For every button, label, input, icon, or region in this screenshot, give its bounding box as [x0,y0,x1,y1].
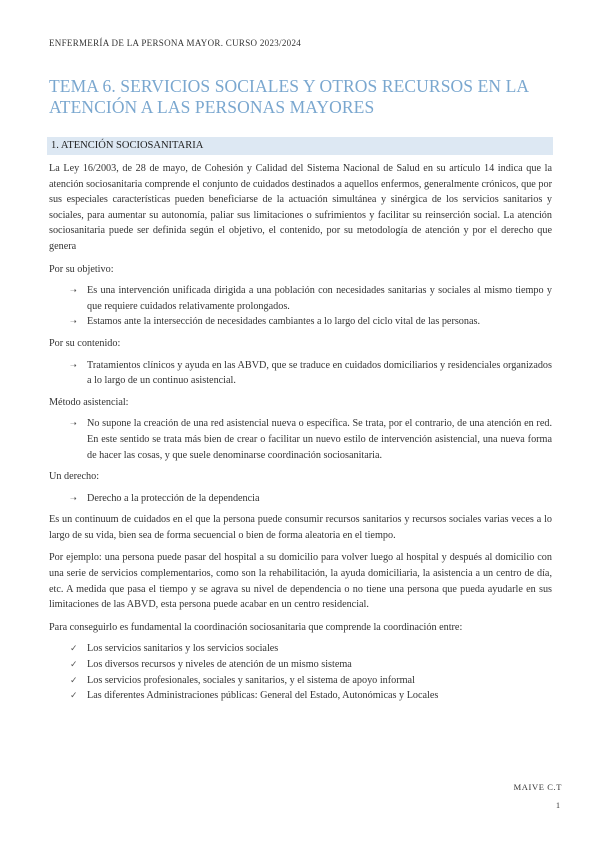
list-item-text: Los servicios sanitarios y los servicios sociales [87,643,279,655]
list-item [49,688,552,704]
derecho-list [49,491,552,507]
list-item-text: Estamos ante la intersección de necesidades cambiantes a lo largo del ciclo vital de las personas. [87,316,481,328]
objetivo-list [49,283,552,330]
contenido-list [49,358,552,389]
list-item [49,641,552,657]
list-item-text: Derecho a la protección de la dependencia [87,492,260,504]
page-title: TEMA 6. SERVICIOS SOCIALES Y OTROS RECURSOS EN LA ATENCIÓN A LAS PERSONAS MAYORES [49,76,529,117]
check-bullet-icon: ✓ [70,643,78,654]
arrow-bullet-icon: ➝ [70,419,77,429]
arrow-bullet-icon: ➝ [70,286,77,296]
list-item [49,673,552,689]
footer-author: MAIVE C.T [513,782,562,792]
list-item [49,283,552,314]
intro-paragraph: La Ley 16/2003, de 28 de mayo, de Cohesión y Calidad del Sistema Nacional de Salud en su artículo 14 indica que la atención sociosanitaria comprende el conjunto de cuidados destinados a aquellos enfermos, generalmente crónicos, que por sus especiales características pueden beneficiarse de la actuación simultánea y sinérgica de los servicios sanitarios y sociales, para aumentar su autonomía, paliar sus limitaciones o sufrimientos y facilitar su reinserción social. La atención sociosanitaria puede ser definida según el objetivo, el contenido, por su metodología de atención y por el derecho que genera [49,163,552,252]
arrow-bullet-icon: ➝ [70,360,77,370]
metodo-label: Método asistencial: [49,396,129,408]
list-item-text: Los servicios profesionales, sociales y sanitarios, y el sistema de apoyo informal [87,674,415,686]
coordinacion-intro: Para conseguirlo es fundamental la coordinación sociosanitaria que comprende la coordinación entre: [49,621,463,633]
list-item [49,358,552,389]
arrow-bullet-icon: ➝ [70,317,77,327]
arrow-bullet-icon: ➝ [70,493,77,503]
list-item [49,491,552,507]
list-item-text: Las diferentes Administraciones públicas: General del Estado, Autonómicas y Locales [87,690,439,702]
contenido-label: Por su contenido: [49,337,121,349]
metodo-list [49,416,552,463]
list-item [49,416,552,463]
continuum-paragraph: Es un continuum de cuidados en el que la persona puede consumir recursos sanitarios y recursos sociales varias veces a lo largo de su vida, bien sea de forma secuencial o bien de forma aleatoria en el tiempo. [49,514,552,541]
coordinacion-list [49,641,552,703]
list-item [49,314,552,330]
list-item-text: Tratamientos clínicos y ayuda en las ABVD, que se traduce en cuidados domiciliarios y residenciales organizados a lo largo de un continuo asistencial. [87,359,552,387]
body-content [49,161,552,710]
derecho-label: Un derecho: [49,471,100,483]
check-bullet-icon: ✓ [70,674,78,685]
check-bullet-icon: ✓ [70,690,78,701]
list-item-text: Los diversos recursos y niveles de atención de un mismo sistema [87,659,352,671]
check-bullet-icon: ✓ [70,659,78,670]
list-item [49,657,552,673]
list-item-text: No supone la creación de una red asistencial nueva o específica. Se trata, por el contrario, de una atención en red. En este sentido se trata más bien de crear o facilitar un nuevo estilo de intervención asistencial, una nueva forma de hacer las cosas, y que suele denominarse coordinación sociosanitaria. [87,418,552,461]
running-header: ENFERMERÍA DE LA PERSONA MAYOR. CURSO 2023/2024 [49,38,302,48]
list-item-text: Es una intervención unificada dirigida a una población con necesidades sanitarias y sociales al mismo tiempo y que requiere cuidados relativamente prolongados. [87,285,552,312]
example-paragraph: Por ejemplo: una persona puede pasar del hospital a su domicilio para volver luego al hospital y después al domicilio con una serie de servicios complementarios, como son la rehabilitación, la ayuda domiciliaria, la asistencia a un centro de día, etc. A medida que pasa el tiempo y se agrava su nivel de dependencia o no tiene una persona que pueda ayudarle en sus limitaciones de las ABVD, esta persona puede acabar en un centro residencial. [49,552,552,611]
section-heading: 1. ATENCIÓN SOCIOSANITARIA [51,140,204,151]
page-number: 1 [556,801,560,810]
objetivo-label: Por su objetivo: [49,263,114,275]
